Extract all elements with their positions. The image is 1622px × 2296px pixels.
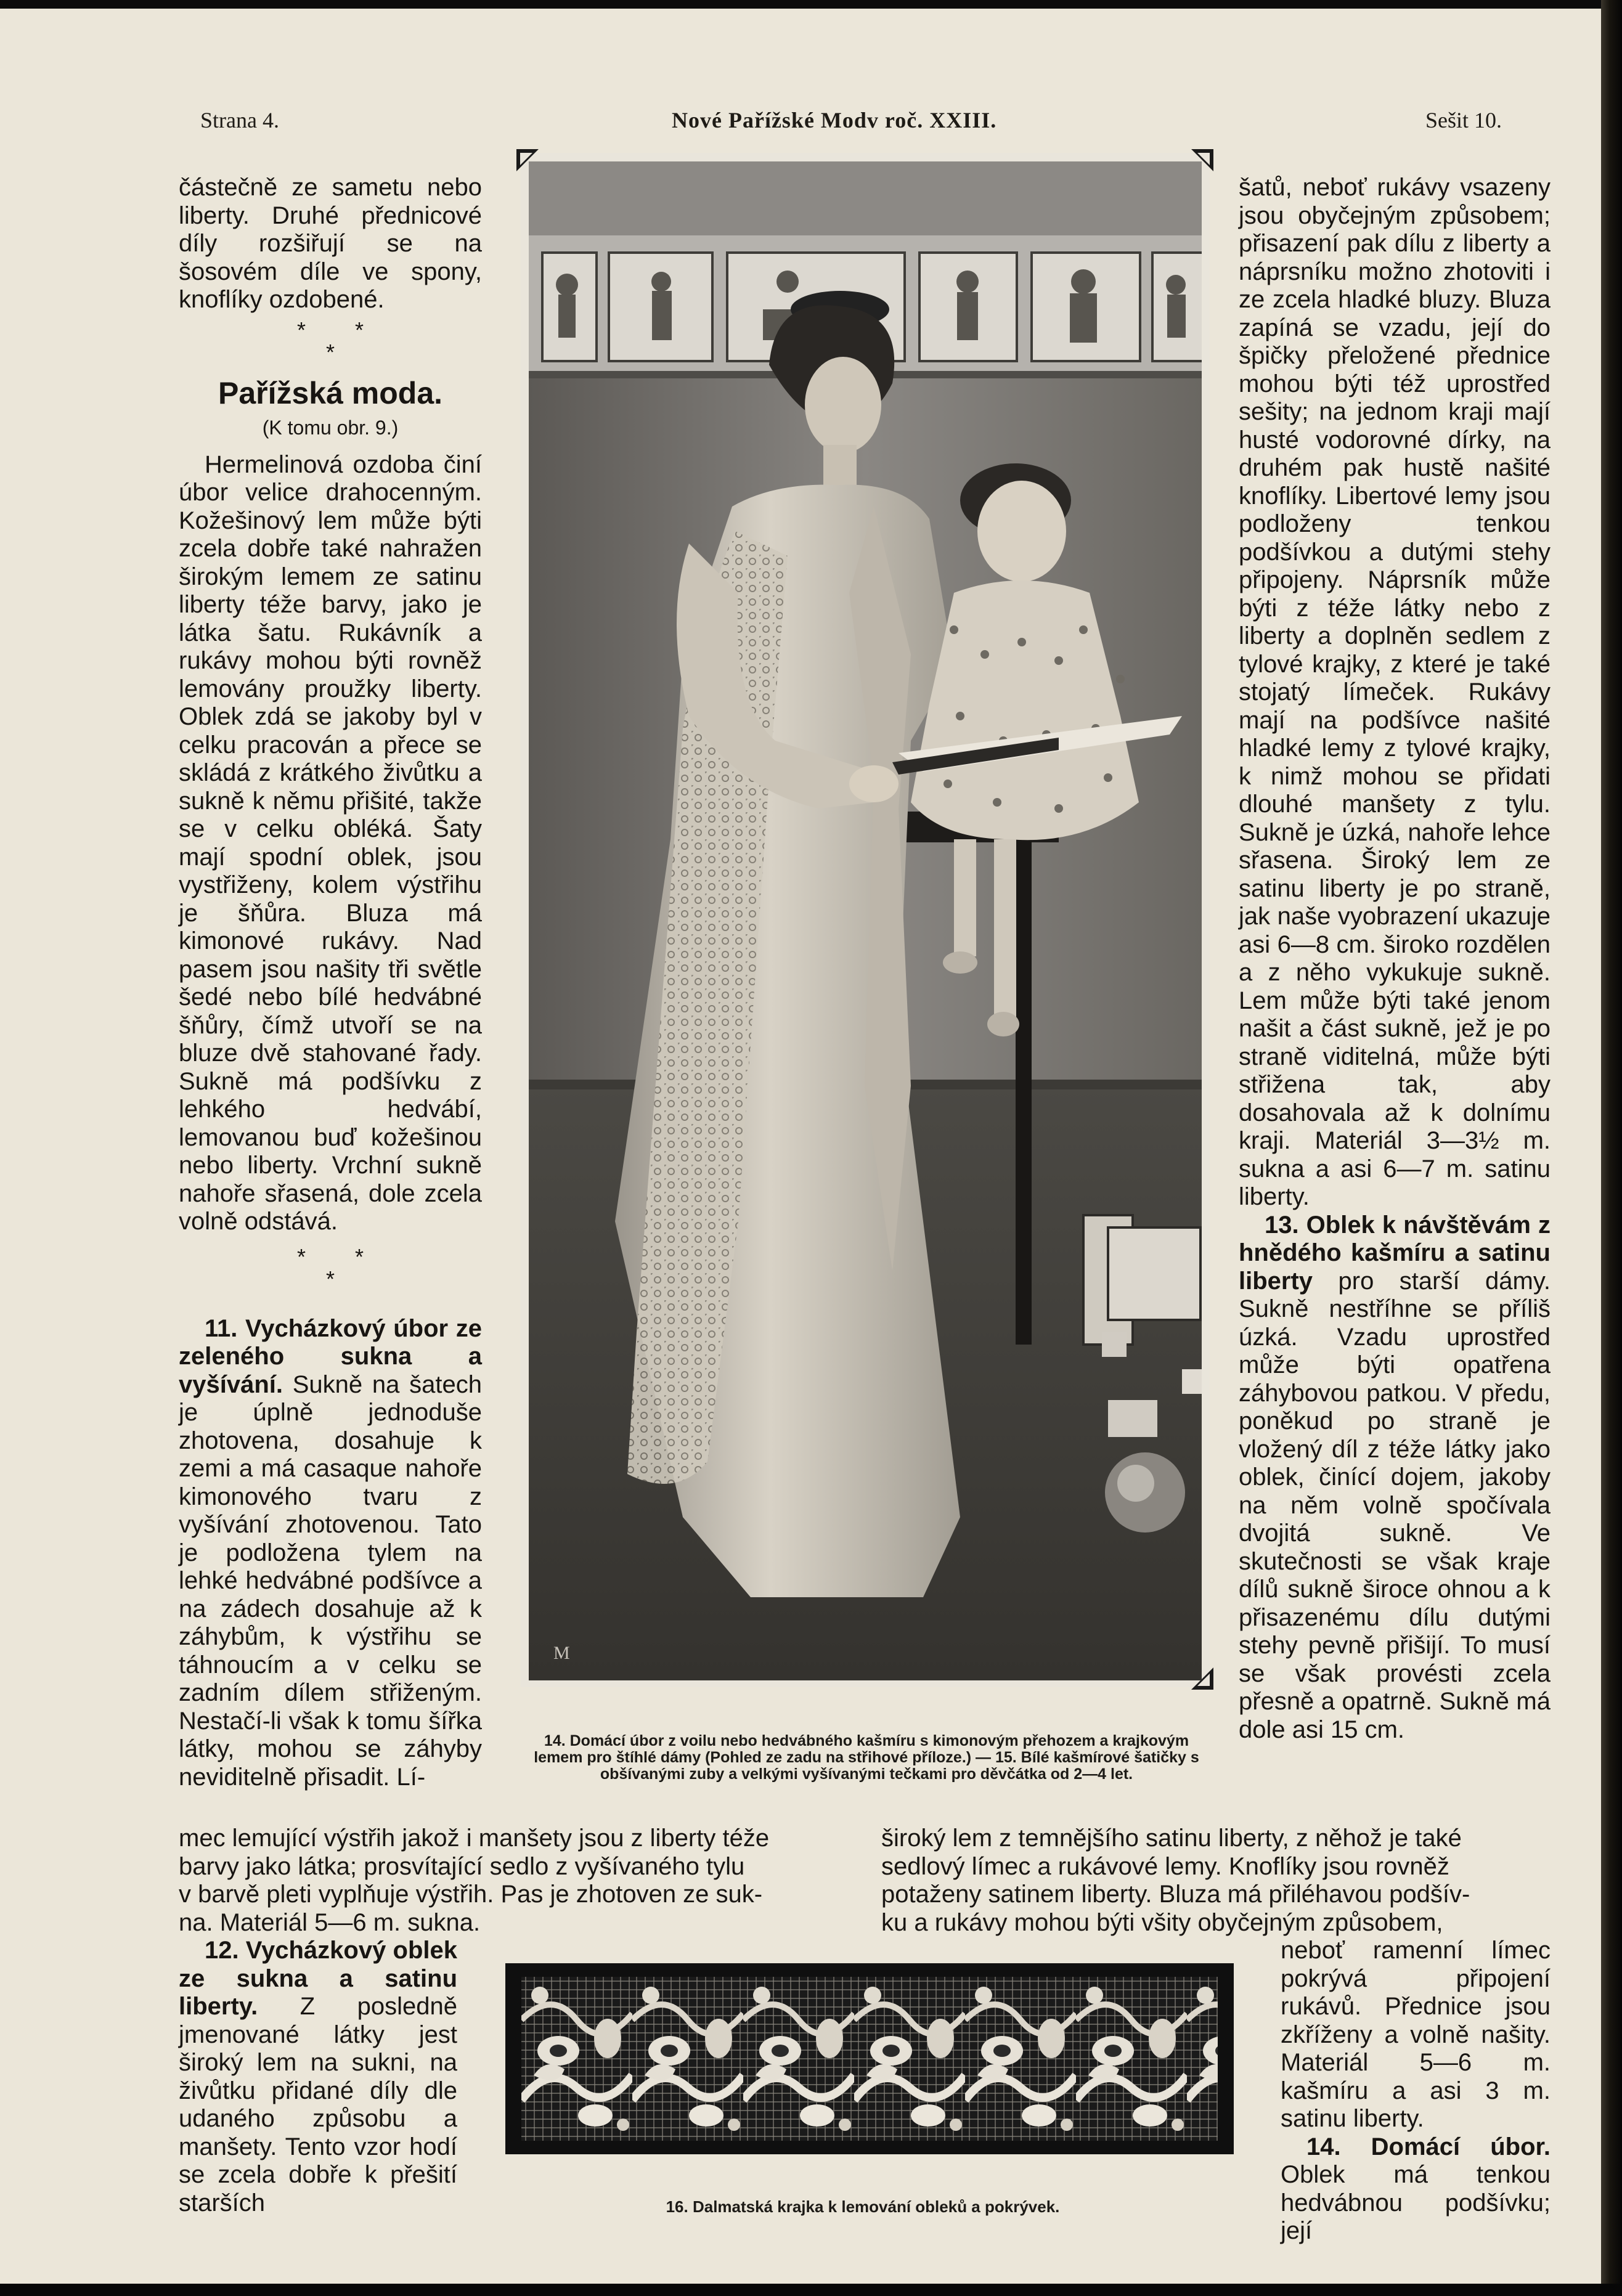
article-heading: Pařížská moda. — [218, 375, 443, 410]
mother-child-reading-illustration — [529, 161, 1202, 1680]
full-right-line: ku a rukávy mohou býti všity obyčejným způsobem, — [881, 1908, 1443, 1936]
full-width-left — [179, 1825, 881, 1937]
bottom-left-column — [179, 1937, 457, 2217]
full-left-line: na. Materiál 5—6 m. sukna. — [179, 1908, 481, 1936]
divider-star: * — [325, 1266, 335, 1292]
item-13 — [1239, 1211, 1551, 1744]
item-13-title: 13. Oblek k návštěvám z hnědého kašmíru a satinu liberty — [1239, 1211, 1551, 1295]
item-13-text: pro starší dámy. Sukně nestříhne se příliš úzká. Vzadu uprostřed může býti opatřena záhybovou patkou. V předu, poněkud po straně je vložený díl z téže látky jako oblek, činící dojem, jakoby na něm volně spočívala dvojitá sukně. Ve skutečnosti se však kraje dílů sukně široce ohnou a k přisazenému dílu dutými stehy pevně přišijí. To musí se však provésti zcela přesně a opatrně. Sukně má dole asi 15 cm. — [1239, 1267, 1551, 1743]
divider-star: * * — [296, 1244, 364, 1269]
divider-star: * — [325, 339, 335, 365]
figure-14-caption: 14. Domácí úbor z voilu nebo hedvábného kašmíru s kimonovým přehozem a krajkovým lemem pro štíhlé dámy (Pohled ze zadu na střihové příloze.) — 15. Bílé kašmírové šatičky s obšívanými zuby a velkými vyšívanými tečkami pro děvčátka od 2—4 let. — [534, 1732, 1199, 1783]
page-number: Strana 4. — [200, 108, 279, 132]
section-divider — [179, 319, 482, 364]
item-14 — [1281, 2133, 1551, 2245]
full-width-right — [881, 1825, 1551, 1937]
full-left-line: mec lemující výstřih jakož i manšety jsou z liberty téže — [179, 1825, 770, 1852]
item-12 — [179, 1937, 457, 2217]
item-14-text: Oblek má tenkou hedvábnou podšívku; její — [1281, 2161, 1551, 2244]
page-binding-shadow — [1601, 0, 1622, 2296]
dalmatian-lace-pattern — [521, 1977, 1218, 2141]
bottom-right-column — [1281, 1937, 1551, 2245]
issue-number: Sešit 10. — [1425, 108, 1502, 132]
article-paragraph: Hermelinová ozdoba činí úbor velice drahocenným. Kožešinový lem může býti zcela dobře také nahražen širokým lemem ze satinu liberty téže barvy, jako je látka šatu. Rukávník a rukávy mohou býti rovněž lemovány proužky liberty. Oblek zdá se jakoby byl v celku pracován a přece se skládá z krátkého živůtku a sukně k němu přišité, takže se v celku obléká. Šaty mají spodní oblek, jsou vystřiženy, kolem výstřihu je šňůra. Bluza má kimonové rukávy. Nad pasem jsou našity tři světle šedé nebo bílé hedvábné šňůry, čímž utvoří se na bluze dvě stahované řady. Sukně má podšívku z lehkého hedvábí, lemovanou buď kožešinou nebo liberty. Vrchní sukně nahoře sřasená, dole zcela volně odstává. — [179, 450, 482, 1235]
figure-16-caption: 16. Dalmatská krajka k lemování obleků a pokrývek. — [666, 2197, 1060, 2216]
item-11 — [179, 1315, 482, 1792]
right-column — [1239, 174, 1551, 1744]
full-right-line: potaženy satinem liberty. Bluza má přiléhavou podšív- — [881, 1881, 1470, 1908]
item-11-title: 11. Vycházkový úbor ze zeleného sukna a vyšívání. — [179, 1314, 482, 1398]
full-width-text — [179, 1825, 1551, 1937]
left-column — [179, 174, 482, 1791]
article-subheading: (K tomu obr. 9.) — [262, 416, 399, 439]
section-divider — [179, 1246, 482, 1290]
full-left-line: v barvě pleti vyplňuje výstřih. Pas je zhotoven ze suk- — [179, 1881, 763, 1908]
item-12-text: Z posledně jmenované látky jest široký lem na sukni, na živůtku přidané díly dle udaného způsobu a manšety. Tento vzor hodí se zcela dobře k přešití starších — [179, 1993, 457, 2217]
figure-16-lace-illustration — [521, 1977, 1218, 2141]
bottom-right-text: neboť ramenní límec pokrývá připojení rukávů. Přednice jsou zkříženy a volně našity. Materiál 5—6 m. kašmíru a asi 3 m. satinu liberty. — [1281, 1937, 1551, 2132]
item-14-title: 14. Domácí úbor. — [1306, 2133, 1551, 2160]
full-right-line: sedlový límec a rukávové lemy. Knoflíky jsou rovněž — [881, 1852, 1449, 1880]
running-title: Nové Pařížské Modv roč. XXIII. — [672, 108, 997, 132]
full-right-line: široký lem z temnějšího satinu liberty, z něhož je také — [881, 1825, 1462, 1852]
figure-14-illustration — [529, 161, 1202, 1680]
full-right-tail: obyčejným způsobem, — [1197, 1908, 1443, 1936]
right-paragraph: šatů, neboť rukávy vsazeny jsou obyčejným způsobem; přisazení pak dílu z liberty a náprsníku možno zhotoviti i ze zcela hladké bluzy. Bluza zapíná se vzadu, její do špičky přeložené přednice mohou býti též uprostřed sešity; na jednom kraji mají husté vodorovné dírky, na druhém pak hustě našité knoflíky. Libertové lemy jsou podloženy tenkou podšívkou a dutými stehy připojeny. Náprsník může býti z téže látky nebo z liberty a doplněn sedlem z tylové krajky, z které je také stojatý límeček. Rukávy mají na podšívce našité hladké lemy z tylové krajky, k nimž mohou se přidati dlouhé manšety z tylu. Sukně je úzká, nahoře lehce sřasena. Široký lem ze satinu liberty je po straně, jak naše vyobrazení ukazuje asi 6—8 cm. široko rozdělen a z něho vykukuje sukně. Lem může býti také jenom našit a část sukně, jež je po straně viditelná, může býti střižena tak, aby dosahovala až k dolnímu kraji. Materiál 3—3½ m. sukna a asi 6—7 m. satinu liberty. — [1239, 174, 1551, 1210]
left-intro-text: částečně ze sametu nebo liberty. Druhé přednicové díly rozšiřují se na šosovém díle ve spony, knoflíky ozdobené. — [179, 174, 482, 313]
item-12-title: 12. Vycházkový oblek ze sukna a satinu liberty. — [179, 1937, 457, 2020]
item-11-text: Sukně na šatech je úplně jednoduše zhotovena, dosahuje k zemi a má casaque nahoře kimonového tvaru z vyšívání zhotovenou. Tato je podložena tylem na lehké hedvábné podšívce a na zádech dosahuje až k záhybům, k výstřihu se táhnoucím a v celku se zadním dílem střiženým. Nestačí-li však k tomu šířka látky, mohou se záhyby neviditelně přisadit. Lí- — [179, 1370, 482, 1791]
page-bottom-edge — [0, 2284, 1622, 2296]
full-left-line: barvy jako látka; prosvítající sedlo z vyšívaného tylu — [179, 1852, 745, 1880]
divider-star: * * — [296, 317, 364, 343]
svg-text:M: M — [553, 1643, 570, 1663]
